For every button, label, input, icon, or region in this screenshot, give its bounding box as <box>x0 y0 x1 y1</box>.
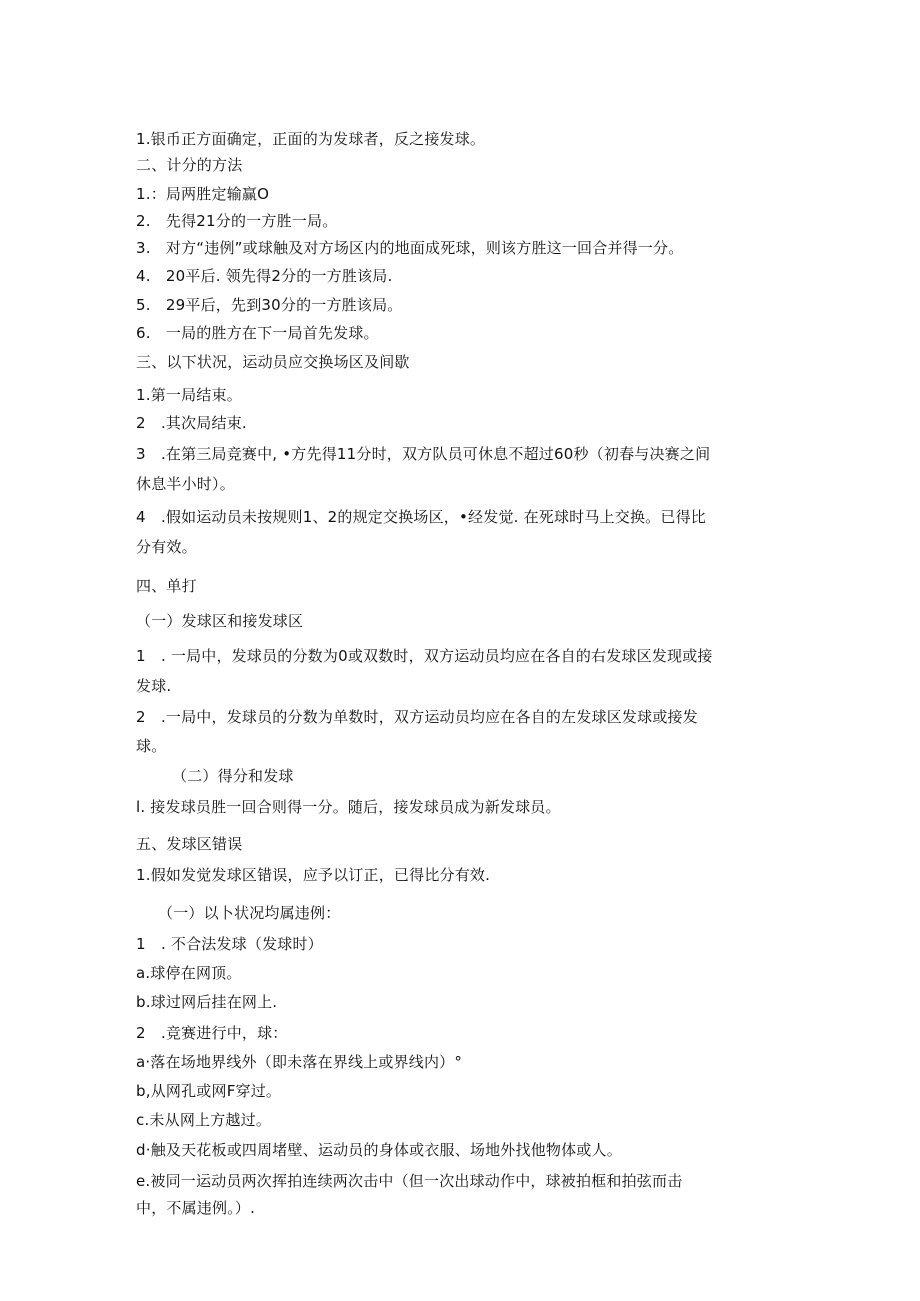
section-heading: 三、以下状况，运动员应交换场区及间歇 <box>136 353 410 371</box>
subsection-heading: （一）发球区和接发球区 <box>136 612 304 630</box>
text-line: 1.：局两胜定输赢O <box>136 185 270 203</box>
text-line: 中，不属违例。）. <box>136 1199 256 1217</box>
section-heading: 四、单打 <box>136 577 197 595</box>
text-line: 分有效。 <box>136 538 197 556</box>
text-line: 2. 先得21分的一方胜一局。 <box>136 212 338 230</box>
text-line: 发球. <box>136 677 172 695</box>
text-line: 休息半小时）。 <box>136 475 235 493</box>
text-line: 5. 29平后，先到30分的一方胜该局。 <box>136 296 403 314</box>
text-line: b.球过网后挂在网上. <box>136 993 278 1011</box>
text-line: 4 .假如运动员未按规则1、2的规定交换场区，•经发觉. 在死球时马上交换。已得比 <box>136 508 706 526</box>
section-heading: 二、计分的方法 <box>136 156 243 174</box>
text-line: 4. 20平后. 领先得2分的一方胜该局. <box>136 267 393 285</box>
subsection-heading: （二）得分和发球 <box>172 767 294 785</box>
section-heading: 五、发球区错误 <box>136 835 243 853</box>
text-line: 1.第一局结束。 <box>136 386 242 404</box>
subsection-heading: （一）以卜状况均属违例： <box>158 904 341 922</box>
text-line: 1 . 一局中，发球员的分数为0或双数时，双方运动员均应在各自的右发球区发现或接 <box>136 647 713 665</box>
text-line: 1.假如发觉发球区错误，应予以订正，已得比分有效. <box>136 866 491 884</box>
text-line: c.未从网上方越过。 <box>136 1111 272 1129</box>
text-line: a·落在场地界线外（即未落在界线上或界线内）° <box>136 1053 463 1071</box>
text-line: 2 .竞赛进行中，球： <box>136 1024 288 1042</box>
text-line: a.球停在网顶。 <box>136 964 242 982</box>
text-line: 6. 一局的胜方在下一局首先发球。 <box>136 324 379 342</box>
text-line: 2 .其次局结束. <box>136 414 247 432</box>
text-line: e.被同一运动员两次挥拍连续两次击中（但一次出球动作中，球被拍框和拍弦而击 <box>136 1172 683 1190</box>
text-line: d·触及天花板或四周堵壁、运动员的身体或衣服、场地外找他物体或人。 <box>136 1141 622 1159</box>
text-line: 1.银币正方面确定，正面的为发球者，反之接发球。 <box>136 130 486 148</box>
text-line: b,从网孔或网F穿过。 <box>136 1082 282 1100</box>
text-line: 3 .在第三局竞赛中, •方先得11分时，双方队员可休息不超过60秒（初春与决赛之间 <box>136 445 711 463</box>
text-line: 1 . 不合法发球（发球时） <box>136 935 323 953</box>
text-line: 2 .一局中，发球员的分数为单数时，双方运动员均应在各自的左发球区发球或接发 <box>136 708 698 726</box>
text-line: 球。 <box>136 737 167 755</box>
text-line: 3. 对方“违例”或球触及对方场区内的地面成死球，则该方胜这一回合并得一分。 <box>136 239 684 257</box>
text-line: l. 接发球员胜一回合则得一分。随后，接发球员成为新发球员。 <box>136 798 561 816</box>
